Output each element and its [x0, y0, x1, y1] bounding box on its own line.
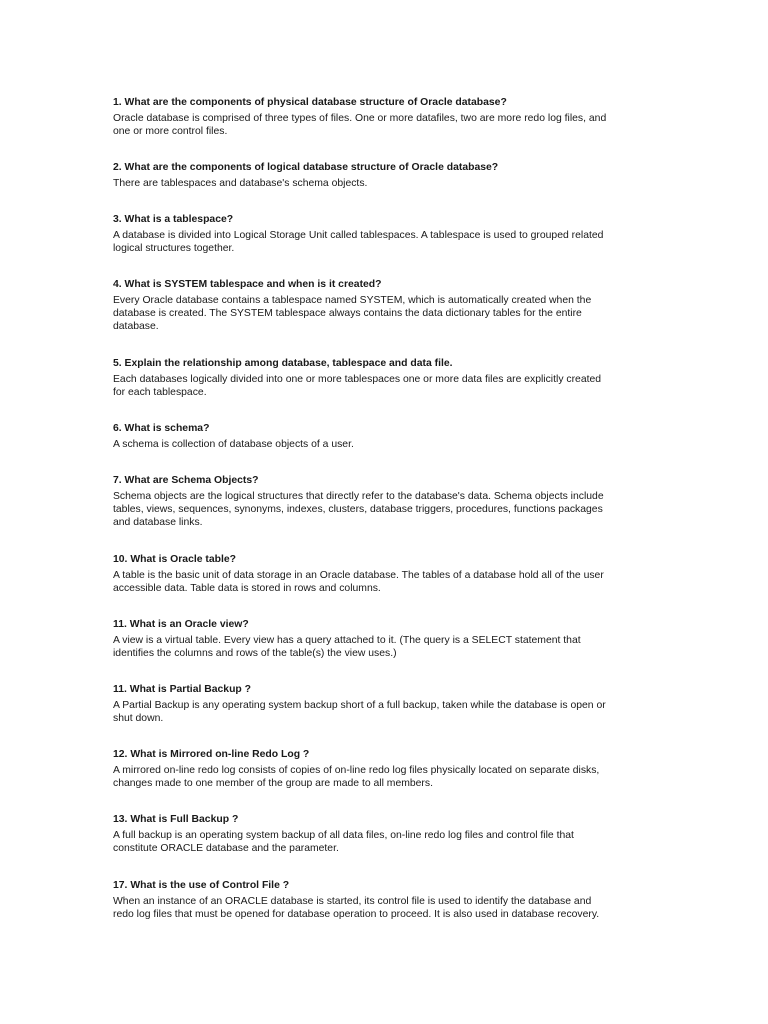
answer-line: There are tablespaces and database's schema objects. — [113, 178, 368, 189]
answer-text — [113, 438, 658, 451]
answer-line: for each tablespace. — [113, 387, 207, 398]
question-heading: 12. What is Mirrored on-line Redo Log ? — [113, 749, 310, 760]
question-heading: 3. What is a tablespace? — [113, 214, 234, 225]
answer-text — [113, 112, 658, 138]
qa-item-6 — [113, 422, 658, 451]
qa-item-5 — [113, 357, 658, 399]
qa-item-2 — [113, 161, 658, 190]
answer-line: changes made to one member of the group are made to all members. — [113, 778, 433, 789]
answer-line: A table is the basic unit of data storage in an Oracle database. The tables of a database hold all of the user — [113, 570, 604, 581]
answer-line: A mirrored on-line redo log consists of copies of on-line redo log files physically located on separate disks, — [113, 765, 600, 776]
answer-line: tables, views, sequences, synonyms, indexes, clusters, database triggers, procedures, functions packages — [113, 504, 603, 515]
answer-line: A Partial Backup is any operating system backup short of a full backup, taken while the database is open or — [113, 700, 606, 711]
answer-line: identifies the columns and rows of the table(s) the view uses.) — [113, 648, 397, 659]
question-heading: 2. What are the components of logical database structure of Oracle database? — [113, 162, 499, 173]
answer-text — [113, 294, 658, 333]
qa-item-8 — [113, 553, 658, 595]
answer-line: A schema is collection of database objects of a user. — [113, 439, 354, 450]
answer-line: Each databases logically divided into one or more tablespaces one or more data files are explicitly created — [113, 374, 602, 385]
answer-text — [113, 569, 658, 595]
question-heading: 1. What are the components of physical database structure of Oracle database? — [113, 97, 507, 108]
question-heading: 11. What is an Oracle view? — [113, 619, 249, 630]
answer-line: constitute ORACLE database and the parameter. — [113, 843, 339, 854]
answer-line: accessible data. Table data is stored in rows and columns. — [113, 583, 381, 594]
question-heading: 11. What is Partial Backup ? — [113, 684, 252, 695]
qa-item-9 — [113, 618, 658, 660]
qa-item-12 — [113, 813, 658, 855]
question-heading: 4. What is SYSTEM tablespace and when is it created? — [113, 279, 382, 290]
qa-item-11 — [113, 748, 658, 790]
answer-line: A view is a virtual table. Every view has a query attached to it. (The query is a SELECT statement that — [113, 635, 581, 646]
answer-text — [113, 634, 658, 660]
question-heading: 6. What is schema? — [113, 423, 210, 434]
question-heading: 10. What is Oracle table? — [113, 554, 236, 565]
answer-text — [113, 177, 658, 190]
answer-line: logical structures together. — [113, 243, 235, 254]
answer-line: Oracle database is comprised of three types of files. One or more datafiles, two are more redo log files, and — [113, 113, 607, 124]
answer-line: redo log files that must be opened for database operation to proceed. It is also used in database recovery. — [113, 909, 600, 920]
answer-text — [113, 373, 658, 399]
answer-line: database. — [113, 321, 159, 332]
answer-line: A database is divided into Logical Storage Unit called tablespaces. A tablespace is used to grouped related — [113, 230, 604, 241]
answer-line: Every Oracle database contains a tablespace named SYSTEM, which is automatically created when the — [113, 295, 592, 306]
qa-item-1 — [113, 96, 658, 138]
answer-text — [113, 764, 658, 790]
question-heading: 7. What are Schema Objects? — [113, 475, 259, 486]
qa-item-10 — [113, 683, 658, 725]
answer-line: one or more control files. — [113, 126, 228, 137]
answer-text — [113, 699, 658, 725]
question-heading: 5. Explain the relationship among database, tablespace and data file. — [113, 358, 453, 369]
question-heading: 17. What is the use of Control File ? — [113, 880, 290, 891]
qa-item-3 — [113, 213, 658, 255]
answer-line: and database links. — [113, 517, 203, 528]
answer-text — [113, 829, 658, 855]
answer-line: database is created. The SYSTEM tablespace always contains the data dictionary tables for the entire — [113, 308, 582, 319]
question-heading: 13. What is Full Backup ? — [113, 814, 239, 825]
answer-text — [113, 895, 658, 921]
answer-text — [113, 490, 658, 529]
answer-text — [113, 229, 658, 255]
qa-item-7 — [113, 474, 658, 529]
answer-line: A full backup is an operating system backup of all data files, on-line redo log files and control file that — [113, 830, 574, 841]
answer-line: Schema objects are the logical structures that directly refer to the database's data. Schema objects include — [113, 491, 604, 502]
qa-item-4 — [113, 278, 658, 333]
answer-line: When an instance of an ORACLE database is started, its control file is used to identify the database and — [113, 896, 592, 907]
qa-item-13 — [113, 879, 658, 921]
answer-line: shut down. — [113, 713, 164, 724]
